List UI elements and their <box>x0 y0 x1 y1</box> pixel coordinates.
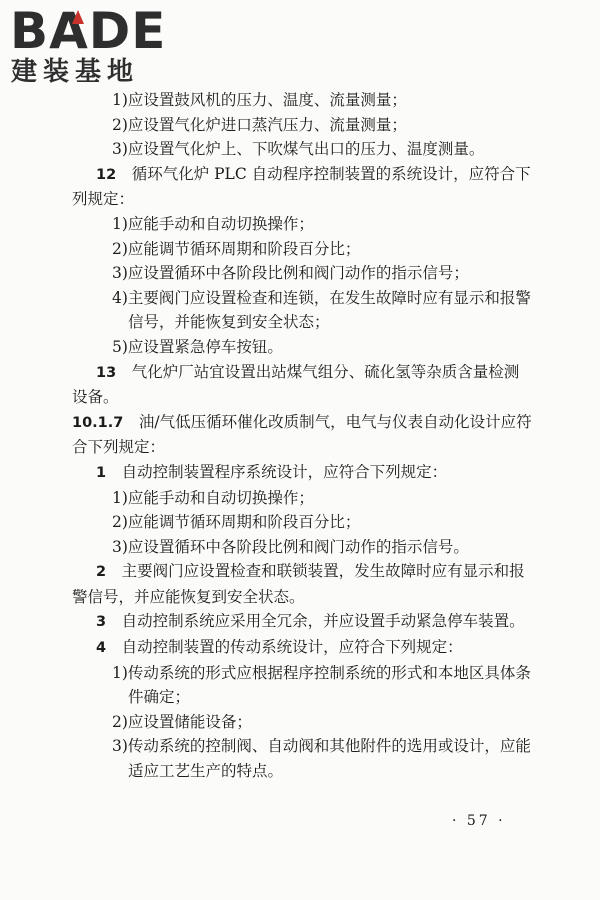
list-item <box>72 286 534 335</box>
clause-paragraph <box>72 559 534 609</box>
paragraph-text: 1)应设置鼓风机的压力、温度、流量测量； <box>112 91 407 109</box>
paragraph-text: 3)传动系统的控制阀、自动阀和其他附件的选用或设计，应能适应工艺生产的特点。 <box>112 737 531 781</box>
paragraph-text: 2)应设置储能设备； <box>112 712 252 731</box>
list-item <box>72 510 534 535</box>
paragraph-text: 3)应设置气化炉上、下吹煤气出口的压力、温度测量。 <box>112 140 485 159</box>
list-item <box>72 335 534 360</box>
clause-paragraph <box>72 360 534 410</box>
logo-subtitle: 建装基地 <box>11 57 140 87</box>
clause-number: 10.1.7 <box>72 414 124 431</box>
paragraph-text: 4)主要阀门应设置检查和连锁，在发生故障时应有显示和报警信号，并能恢复到安全状态； <box>112 288 531 332</box>
paragraph-text: 油/气低压循环催化改质制气，电气与仪表自动化设计应符合下列规定： <box>72 412 532 457</box>
paragraph-text: 2)应能调节循环周期和阶段百分比； <box>112 239 361 258</box>
paragraph-text: 循环气化炉 PLC 自动程序控制装置的系统设计，应符合下列规定： <box>72 164 531 209</box>
list-item <box>72 710 534 735</box>
list-item <box>72 734 534 783</box>
logo-brand-text: BADE <box>10 2 167 60</box>
list-item <box>72 137 534 162</box>
paragraph-text: 自动控制装置程序系统设计，应符合下列规定： <box>106 462 448 481</box>
list-item <box>72 113 534 138</box>
list-item <box>72 535 534 560</box>
clause-number: 3 <box>96 614 107 631</box>
paragraph-text: 气化炉厂站宜设置出站煤气组分、硫化氢等杂质含量检测设备。 <box>72 362 520 407</box>
clause-paragraph <box>72 635 534 661</box>
paragraph-text: 1)传动系统的形式应根据程序控制系统的形式和本地区具体条件确定； <box>112 663 531 707</box>
paragraph-text: 3)应设置循环中各阶段比例和阀门动作的指示信号； <box>112 264 469 283</box>
page-number: · 57 · <box>452 813 506 829</box>
clause-paragraph <box>72 609 534 635</box>
clause-number: 12 <box>96 166 117 183</box>
clause-number: 13 <box>96 364 117 381</box>
list-item <box>72 88 534 113</box>
paragraph-text: 2)应能调节循环周期和阶段百分比； <box>112 513 361 532</box>
paragraph-text: 3)应设置循环中各阶段比例和阀门动作的指示信号。 <box>112 537 469 556</box>
paragraph-text: 2)应设置气化炉进口蒸汽压力、流量测量； <box>112 115 407 134</box>
list-item <box>72 212 534 237</box>
clause-number: 1 <box>96 464 107 481</box>
list-item <box>72 237 534 262</box>
list-item <box>72 486 534 511</box>
paragraph-text: 自动控制系统应采用全冗余，并应设置手动紧急停车装置。 <box>106 612 525 631</box>
paragraph-text: 1)应能手动和自动切换操作； <box>112 488 314 507</box>
clause-number: 2 <box>96 564 107 581</box>
clause-paragraph <box>72 162 534 212</box>
list-item <box>72 661 534 710</box>
logo-accent-triangle <box>72 10 84 24</box>
paragraph-text: 1)应能手动和自动切换操作； <box>112 214 314 233</box>
list-item <box>72 261 534 286</box>
paragraph-text: 主要阀门应设置检查和联锁装置，发生故障时应有显示和报警信号，并应能恢复到安全状态。 <box>72 562 525 606</box>
section-paragraph <box>72 410 534 460</box>
bade-logo <box>10 2 180 90</box>
clause-number: 4 <box>96 640 107 657</box>
paragraph-text: 自动控制装置的传动系统设计，应符合下列规定： <box>106 638 463 657</box>
clause-paragraph <box>72 460 534 486</box>
document-body <box>72 88 534 784</box>
paragraph-text: 5)应设置紧急停车按钮。 <box>112 337 283 356</box>
